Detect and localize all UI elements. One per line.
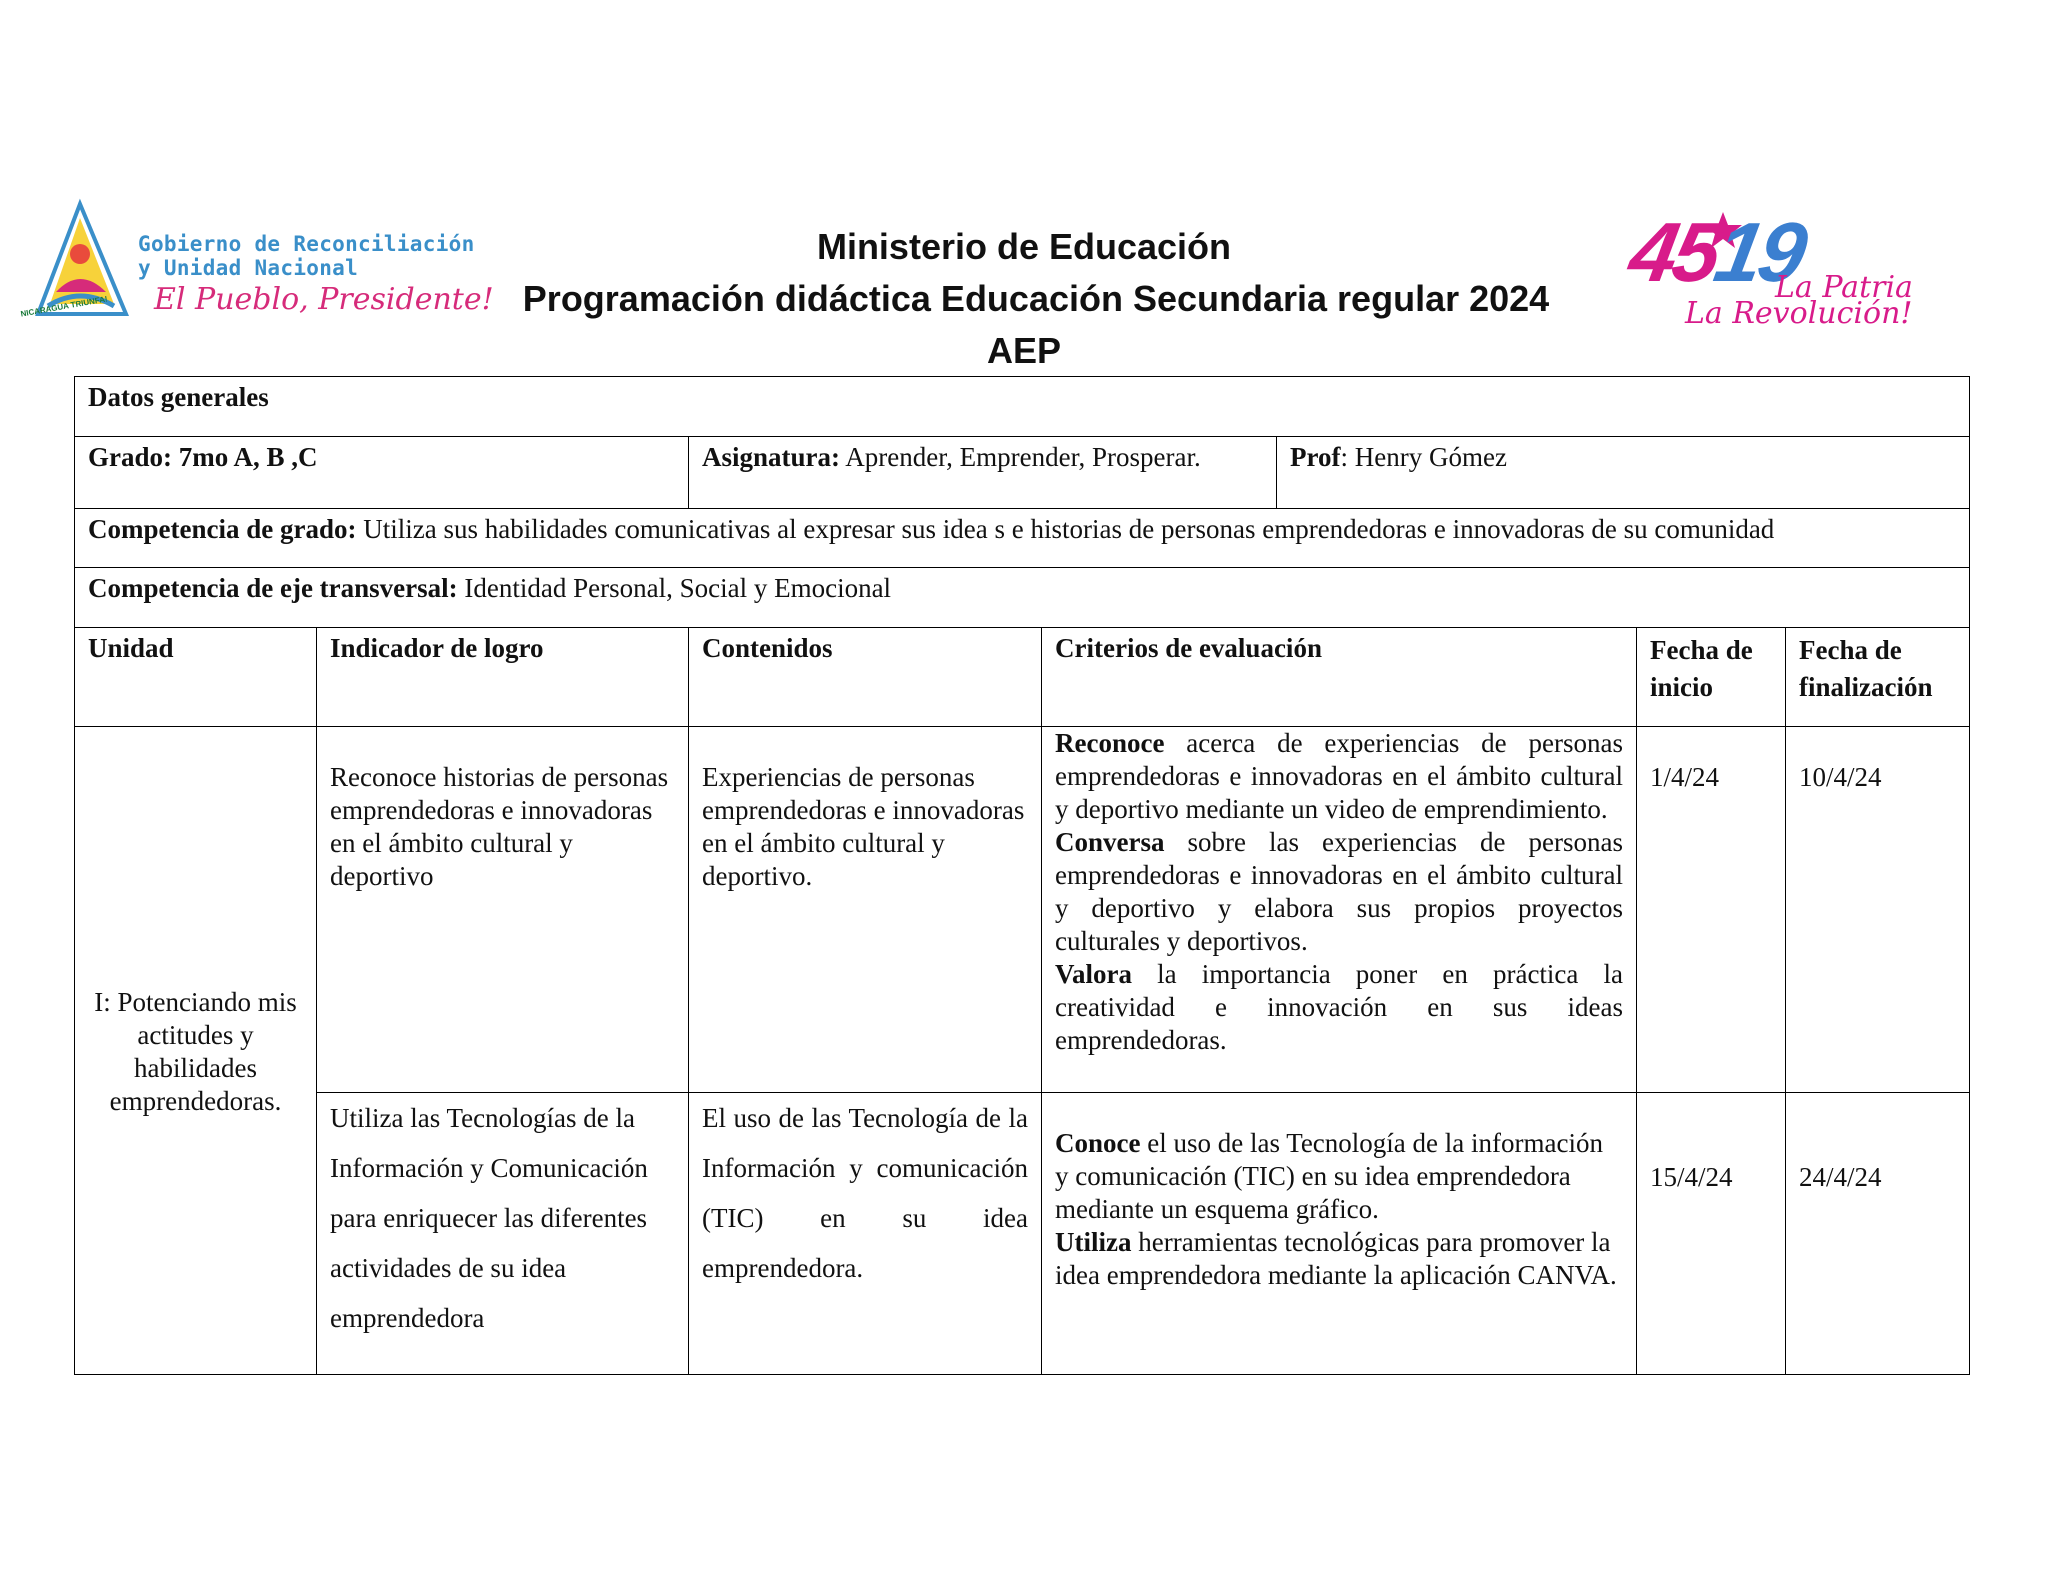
row-2-contenido — [688, 1092, 1042, 1375]
row-1-fin — [1785, 726, 1970, 1093]
anniversary-number-b: 19 — [1708, 205, 1811, 299]
asignatura-value: Aprender, Emprender, Prosperar. — [840, 442, 1201, 472]
competencia-eje-row — [74, 567, 1970, 628]
unidad-cell — [74, 726, 317, 1375]
row-1-contenido — [688, 726, 1042, 1093]
competencia-grado-row — [74, 508, 1970, 568]
row-1-inicio-text: 1/4/24 — [1650, 762, 1720, 792]
row-2-contenido-text: El uso de las Tecnología de la Información y comunicación (TIC) en su idea emprendedora. — [702, 1103, 1028, 1283]
competencia-eje-label: Competencia de eje transversal: — [88, 573, 458, 603]
asignatura-cell — [688, 436, 1277, 509]
programacion-table — [74, 376, 1970, 1375]
unidad-text: I: Potenciando mis actitudes y habilidades emprendedoras. — [94, 987, 297, 1116]
gov-slogan: El Pueblo, Presidente! — [154, 282, 494, 317]
row-1-contenido-text: Experiencias de personas emprendedoras e innovadoras en el ámbito cultural y deportivo. — [702, 762, 1025, 891]
row-2-fin — [1785, 1092, 1970, 1375]
row-1-criterio-1-verb: Reconoce — [1055, 728, 1165, 758]
competencia-grado-value: Utiliza sus habilidades comunicativas al expresar sus idea s e historias de personas emprendedoras e innovadoras de su comunidad — [356, 514, 1775, 544]
logo-revolucion-line: La Revolución! — [1685, 296, 1913, 331]
row-1-criterios — [1041, 726, 1637, 1093]
row-1-criterio-2-verb: Conversa — [1055, 827, 1165, 857]
col-header-unidad — [74, 627, 317, 727]
prof-label: Prof — [1290, 442, 1341, 472]
title-ministry: Ministerio de Educación — [816, 226, 1232, 267]
row-2-criterio-1 — [1055, 1127, 1623, 1226]
col-header-contenidos-label: Contenidos — [702, 633, 833, 663]
gov-name-line-2: y Unidad Nacional — [138, 256, 359, 280]
row-1-indicador-text: Reconoce historias de personas emprendedoras e innovadoras en el ámbito cultural y deportivo — [330, 762, 669, 891]
row-1-criterio-2-text: sobre las experiencias de personas emprendedoras e innovadoras en el ámbito cultural y deportivo y elabora sus propios proyectos culturales y deportivos. — [1055, 827, 1623, 956]
col-header-criterios — [1041, 627, 1637, 727]
col-header-inicio-label: Fecha de inicio — [1650, 635, 1753, 702]
row-2-criterios — [1041, 1092, 1637, 1375]
col-header-contenidos — [688, 627, 1042, 727]
prof-cell — [1276, 436, 1970, 509]
logo-patria-line: La Patria — [1775, 270, 1913, 305]
col-header-unidad-label: Unidad — [88, 633, 174, 663]
competencia-eje-value: Identidad Personal, Social y Emocional — [457, 573, 892, 603]
grado-label: Grado: 7mo A, B ,C — [88, 442, 318, 472]
row-2-fin-text: 24/4/24 — [1799, 1162, 1882, 1192]
gov-ring-text: NICARAGUA TRIUNFA! — [19, 294, 109, 319]
col-header-criterios-label: Criterios de evaluación — [1055, 633, 1322, 663]
row-2-indicador — [316, 1092, 689, 1375]
prof-value: : Henry Gómez — [1340, 442, 1507, 472]
row-2-criterio-2 — [1055, 1226, 1623, 1292]
col-header-indicador-label: Indicador de logro — [330, 633, 544, 663]
asignatura-label: Asignatura: — [702, 442, 841, 472]
row-2-criterio-2-text: herramientas tecnológicas para promover la idea emprendedora mediante la aplicación CANVA. — [1055, 1227, 1617, 1290]
col-header-inicio — [1636, 627, 1786, 727]
col-header-indicador — [316, 627, 689, 727]
row-2-criterio-2-verb: Utiliza — [1055, 1227, 1132, 1257]
row-1-criterio-3-text: la importancia poner en práctica la creatividad e innovación en sus ideas emprendedoras. — [1055, 959, 1623, 1055]
row-2-criterio-1-text: el uso de las Tecnología de la información y comunicación (TIC) en su idea emprendedora mediante un esquema gráfico. — [1055, 1128, 1603, 1224]
gov-name-line-1: Gobierno de Reconciliación — [138, 232, 475, 256]
row-1-fin-text: 10/4/24 — [1799, 762, 1882, 792]
row-1-indicador — [316, 726, 689, 1093]
row-1-criterio-3 — [1055, 958, 1623, 1057]
title-programacion: Programación didáctica Educación Secundaria regular 2024 — [522, 278, 1550, 319]
row-1-criterio-3-verb: Valora — [1055, 959, 1133, 989]
row-2-indicador-text: Utiliza las Tecnologías de la Información y Comunicación para enriquecer las diferentes actividades de su idea emprendedora — [330, 1103, 648, 1333]
col-header-fin — [1785, 627, 1970, 727]
row-1-criterio-1 — [1055, 727, 1623, 826]
row-2-inicio-text: 15/4/24 — [1650, 1162, 1733, 1192]
anniversary-number-a: 45 — [1622, 205, 1725, 299]
datos-generales-row — [74, 376, 1970, 437]
grado-cell — [74, 436, 689, 509]
row-1-inicio — [1636, 726, 1786, 1093]
row-1-criterio-2 — [1055, 826, 1623, 958]
row-1-criterio-1-text: acerca de experiencias de personas emprendedoras e innovadoras en el ámbito cultural y deportivo mediante un video de emprendimiento. — [1055, 728, 1623, 824]
title-subject-code: AEP — [986, 330, 1062, 371]
row-2-inicio — [1636, 1092, 1786, 1375]
competencia-grado-label: Competencia de grado: — [88, 514, 357, 544]
row-2-criterio-1-verb: Conoce — [1055, 1128, 1141, 1158]
datos-generales-label: Datos generales — [88, 382, 269, 412]
col-header-fin-label: Fecha de finalización — [1799, 635, 1933, 702]
